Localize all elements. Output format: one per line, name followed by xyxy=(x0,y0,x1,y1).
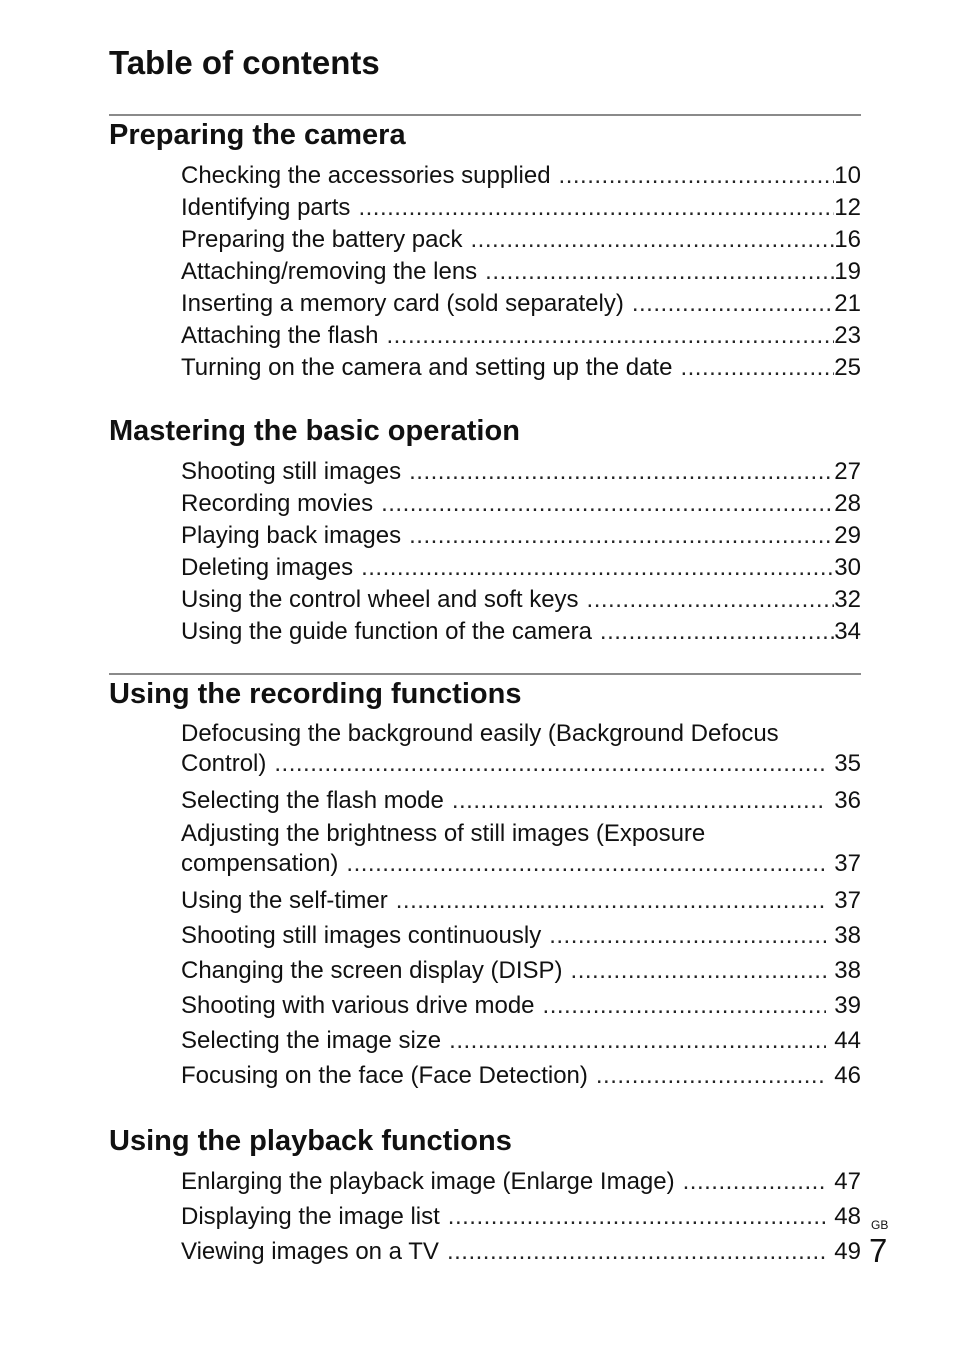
page-ref: 12 xyxy=(834,194,861,221)
dot-leader xyxy=(683,1164,827,1199)
toc-entry[interactable]: Turning on the camera and setting up the date ..... 25 xyxy=(181,352,861,384)
page-ref: 46 xyxy=(834,1062,861,1089)
page-ref: 25 xyxy=(834,354,861,381)
toc-entry-line: Defocusing the background easily (Background Defocus xyxy=(181,720,779,747)
dot-leader xyxy=(559,160,835,192)
toc-entry[interactable]: compensation) ..... 37 xyxy=(181,849,861,883)
toc-entry[interactable]: Shooting with various drive mode ..... 39 xyxy=(181,988,861,1023)
dot-leader xyxy=(409,456,834,488)
dot-leader xyxy=(447,1234,826,1269)
toc-entry[interactable]: Enlarging the playback image (Enlarge Image) ..... 47 xyxy=(181,1164,861,1199)
dot-leader xyxy=(680,352,834,384)
dot-leader xyxy=(485,256,834,288)
page-ref: 27 xyxy=(834,458,861,485)
page-ref: 37 xyxy=(834,887,861,914)
toc-list-recording xyxy=(181,718,861,1093)
page-ref: 48 xyxy=(834,1203,861,1230)
region-code: GB xyxy=(871,1218,889,1232)
page-ref: 38 xyxy=(834,957,861,984)
toc-entry[interactable]: Checking the accessories supplied ..... 10 xyxy=(181,160,861,192)
dot-leader xyxy=(571,953,827,988)
dot-leader xyxy=(549,918,826,953)
toc-entry-line: Adjusting the brightness of still images (Exposure xyxy=(181,820,706,847)
dot-leader xyxy=(396,883,827,918)
toc-list-mastering xyxy=(181,456,861,648)
dot-leader xyxy=(361,552,834,584)
page-ref: 47 xyxy=(834,1168,861,1195)
dot-leader xyxy=(600,616,834,648)
toc-entry[interactable]: Inserting a memory card (sold separately) ..... 21 xyxy=(181,288,861,320)
dot-leader xyxy=(274,749,826,779)
page-ref: 35 xyxy=(834,750,861,777)
toc-entry[interactable]: Shooting still images ..... 27 xyxy=(181,456,861,488)
toc-entry[interactable]: Attaching/removing the lens ..... 19 xyxy=(181,256,861,288)
page-ref: 49 xyxy=(834,1238,861,1265)
toc-entry[interactable]: Playing back images ..... 29 xyxy=(181,520,861,552)
page-ref: 23 xyxy=(834,322,861,349)
page-ref: 44 xyxy=(834,1027,861,1054)
dot-leader xyxy=(632,288,834,320)
dot-leader xyxy=(543,988,827,1023)
toc-entry[interactable]: Using the self-timer ..... 37 xyxy=(181,883,861,918)
toc-list-playback xyxy=(181,1164,861,1269)
page-number: 7 xyxy=(869,1232,888,1269)
section-title-playback: Using the playback functions xyxy=(109,1125,512,1157)
toc-entry[interactable]: Focusing on the face (Face Detection) ..... 46 xyxy=(181,1058,861,1093)
page-ref: 36 xyxy=(834,787,861,814)
page-ref: 32 xyxy=(834,586,861,613)
section-title-recording: Using the recording functions xyxy=(109,678,522,710)
page-ref: 29 xyxy=(834,522,861,549)
toc-entry[interactable]: Attaching the flash ..... 23 xyxy=(181,320,861,352)
dot-leader xyxy=(471,224,835,256)
toc-entry[interactable]: Control) ..... 35 xyxy=(181,749,861,783)
dot-leader xyxy=(381,488,834,520)
dot-leader xyxy=(587,584,835,616)
section-title-preparing: Preparing the camera xyxy=(109,119,406,151)
divider xyxy=(109,114,861,116)
toc-entry[interactable]: Changing the screen display (DISP) ..... 38 xyxy=(181,953,861,988)
toc-entry[interactable]: Viewing images on a TV ..... 49 xyxy=(181,1234,861,1269)
dot-leader xyxy=(386,320,834,352)
toc-entry[interactable]: Shooting still images continuously ..... 38 xyxy=(181,918,861,953)
dot-leader xyxy=(358,192,834,224)
toc-entry[interactable]: Identifying parts ..... 12 xyxy=(181,192,861,224)
toc-entry[interactable]: Using the guide function of the camera ..... 34 xyxy=(181,616,861,648)
dot-leader xyxy=(346,849,826,879)
toc-entry[interactable]: Selecting the image size ..... 44 xyxy=(181,1023,861,1058)
page-title: Table of contents xyxy=(109,44,380,81)
page-ref: 28 xyxy=(834,490,861,517)
divider xyxy=(109,673,861,675)
page-ref: 30 xyxy=(834,554,861,581)
page-ref: 10 xyxy=(834,162,861,189)
toc-entry[interactable]: Displaying the image list ..... 48 xyxy=(181,1199,861,1234)
section-title-mastering: Mastering the basic operation xyxy=(109,415,520,447)
page-ref: 16 xyxy=(834,226,861,253)
page-ref: 19 xyxy=(834,258,861,285)
toc-entry[interactable]: Using the control wheel and soft keys ..... 32 xyxy=(181,584,861,616)
dot-leader xyxy=(448,1199,827,1234)
page-ref: 34 xyxy=(834,618,861,645)
page-ref: 37 xyxy=(834,850,861,877)
dot-leader xyxy=(449,1023,826,1058)
toc-entry[interactable]: Selecting the flash mode ..... 36 xyxy=(181,783,861,818)
toc-entry[interactable]: Deleting images ..... 30 xyxy=(181,552,861,584)
toc-list-preparing xyxy=(181,160,861,384)
toc-entry[interactable]: Preparing the battery pack ..... 16 xyxy=(181,224,861,256)
toc-entry[interactable]: Recording movies ..... 28 xyxy=(181,488,861,520)
dot-leader xyxy=(452,783,826,818)
dot-leader xyxy=(409,520,834,552)
page-ref: 39 xyxy=(834,992,861,1019)
dot-leader xyxy=(596,1058,826,1093)
page-ref: 21 xyxy=(834,290,861,317)
page-ref: 38 xyxy=(834,922,861,949)
